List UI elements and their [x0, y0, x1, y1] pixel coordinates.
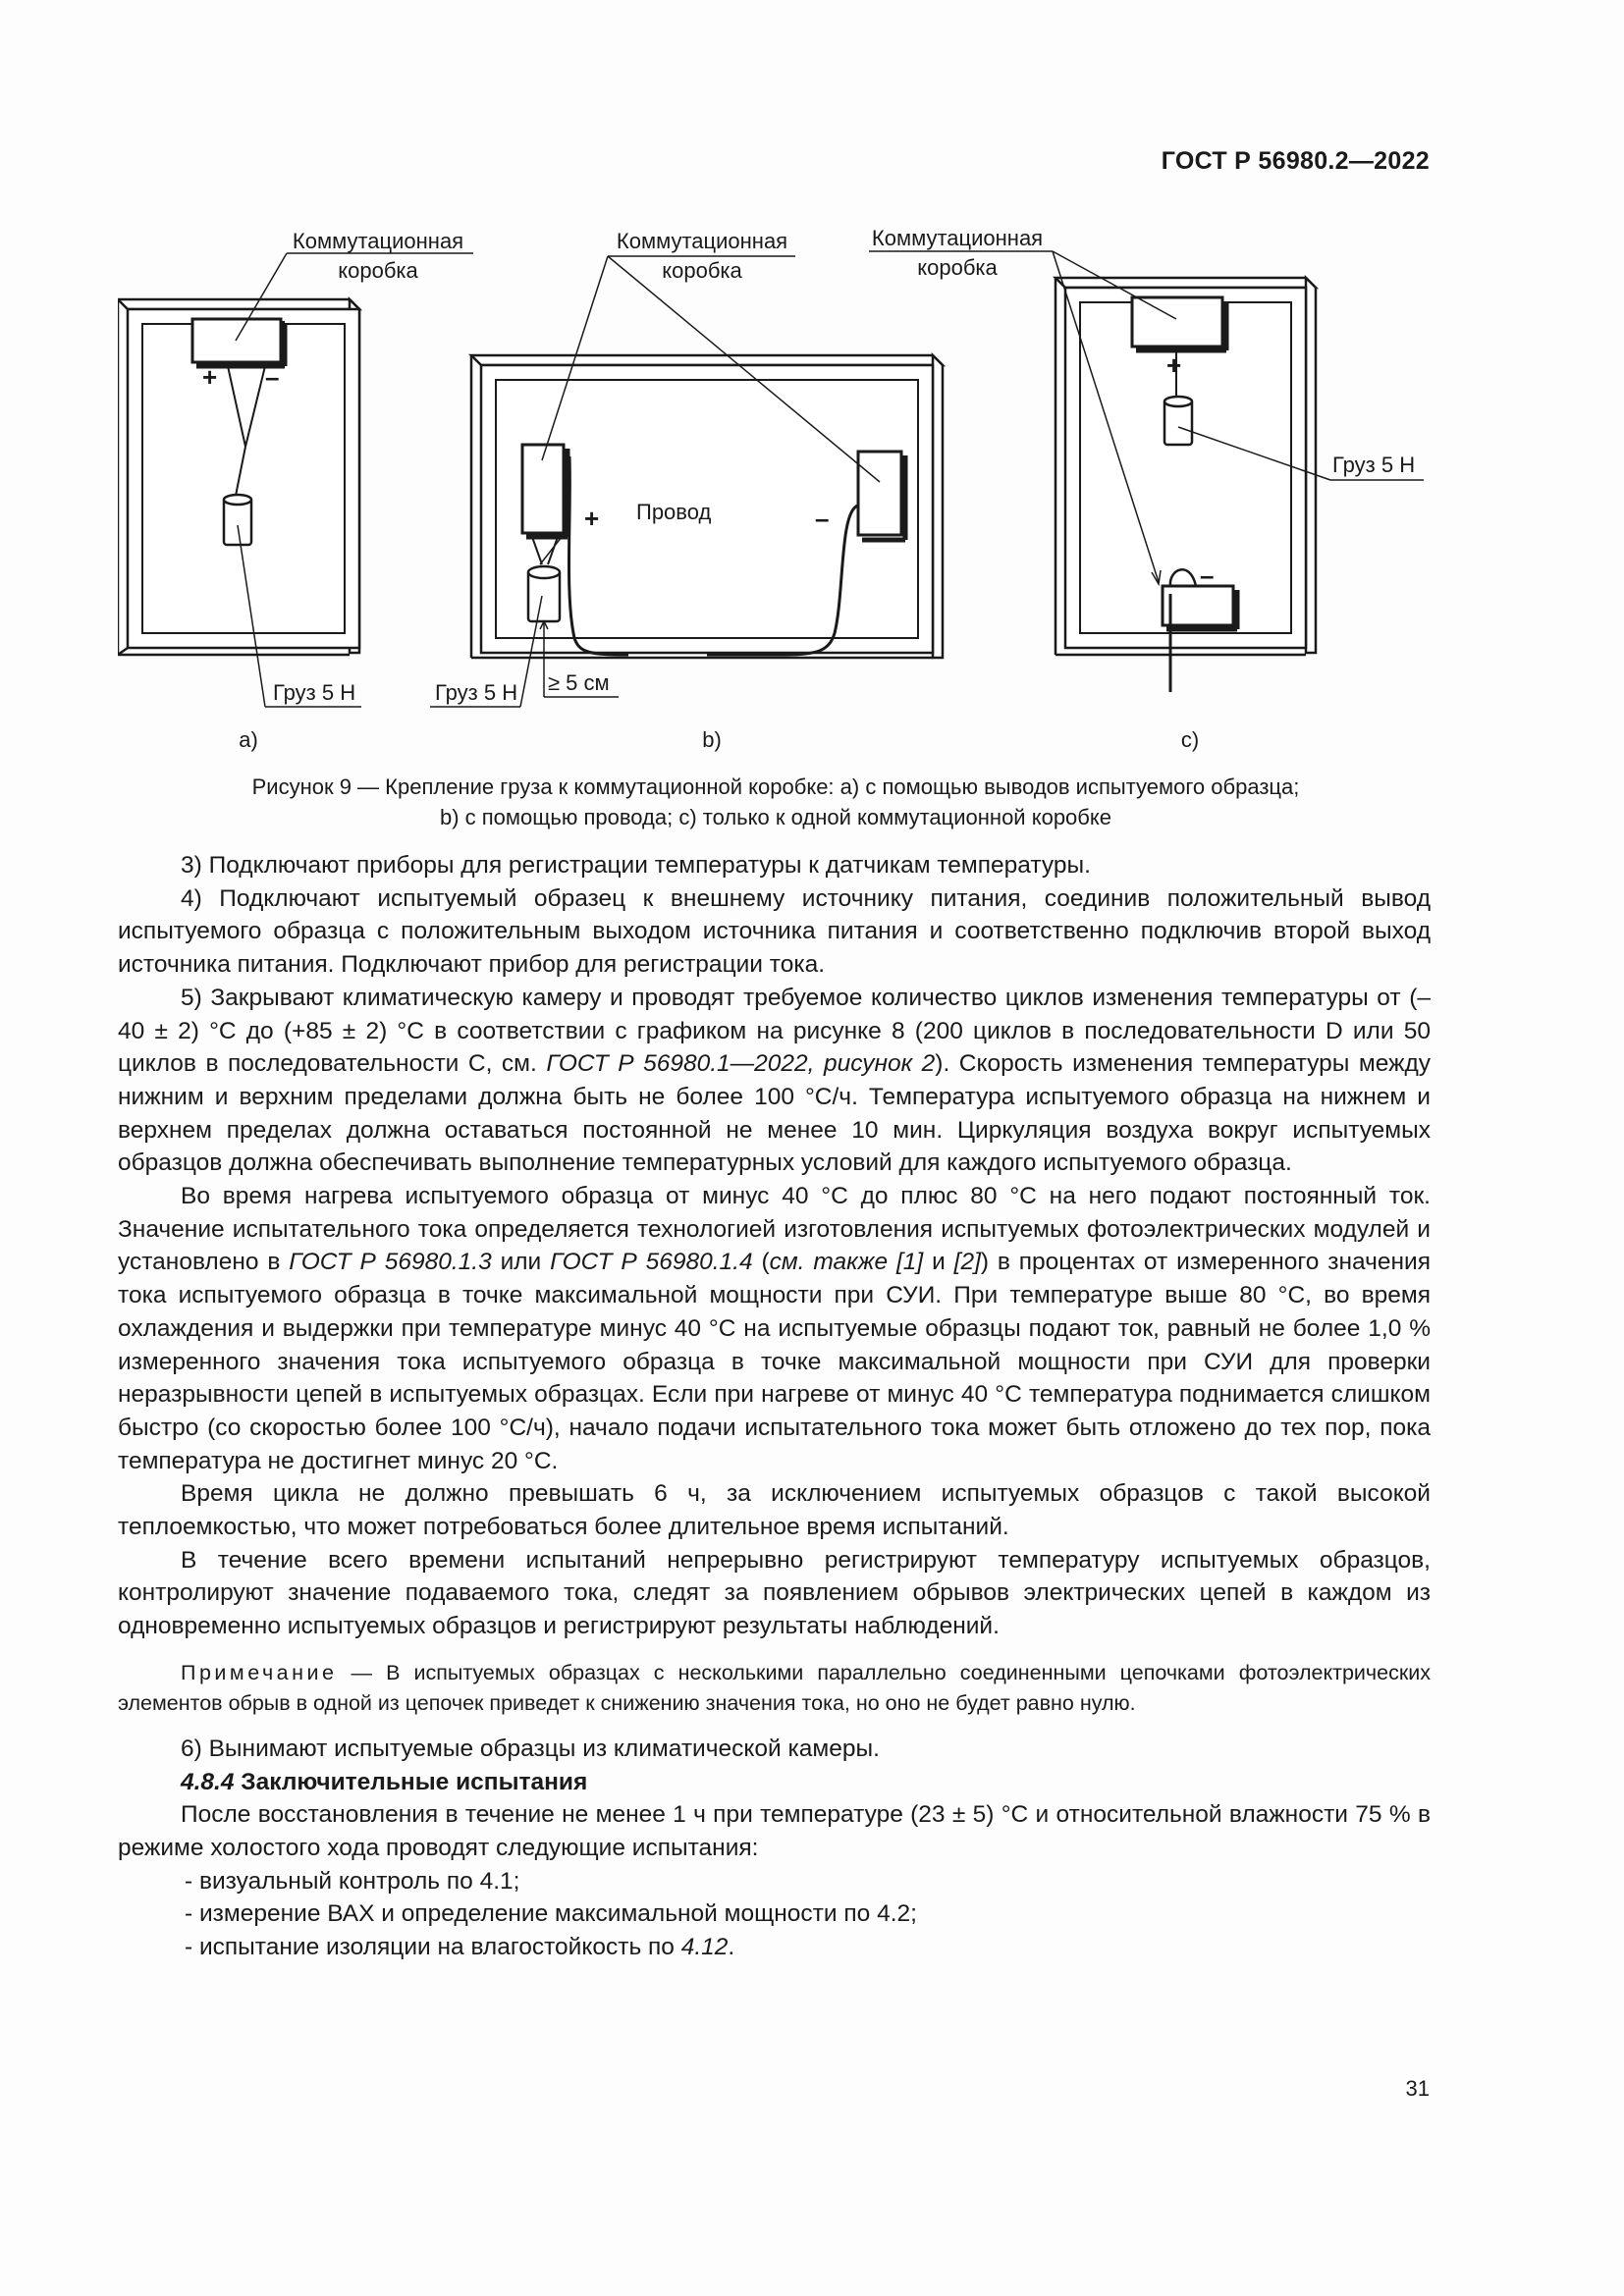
panel-a-minus: –	[265, 362, 280, 392]
heating-text-a: Во время нагрева испытуемого образца от минус 40 °С до плюс 80 °С на него подают постоянный ток. Значение испытательного тока определяется технологией изготовления испытуемых фотоэлектрических модулей и установлено в	[118, 1183, 1431, 1276]
record-paragraph: В течение всего времени испытаний непрерывно регистрируют температуру испытуемых образцов, контролируют значение подаваемого тока, следят за появлением обрывов электрических цепей в каждом из одновременно испытуемых образцов и регистрируют результаты наблюдений.	[118, 1546, 1431, 1640]
panel-c-minus: –	[1200, 561, 1215, 590]
final-list-item-2: - измерение ВАХ и определение максимальной мощности по 4.2;	[185, 1900, 917, 1928]
reference-gost-1-3: ГОСТ Р 56980.1.3	[289, 1249, 492, 1276]
final-list-item-3	[118, 1931, 1431, 1964]
panel-a-weight-label: Груз 5 Н	[273, 680, 356, 705]
panel-c-weight-label: Груз 5 Н	[1332, 453, 1416, 477]
section-number: 4.8.4	[181, 1768, 235, 1795]
list-item-5	[118, 982, 1431, 1180]
panel-c-label-top: Коммутационная	[871, 226, 1044, 250]
heating-and: и	[923, 1249, 954, 1276]
heating-paragraph	[118, 1180, 1431, 1477]
panel-b-plus: +	[584, 504, 600, 533]
final-intro-paragraph: После восстановления в течение не менее 1 ч при температуре (23 ± 5) °С и относительной влажности 75 % в режиме холостого хода проводят следующие испытания:	[118, 1801, 1431, 1861]
panel-a-label-bottom: коробка	[338, 258, 418, 283]
panel-c-caption-letter: c)	[1180, 727, 1200, 752]
final-list-item-1: - визуальный контроль по 4.1;	[185, 1867, 520, 1895]
heating-text-b: ) в процентах от измеренного значения тока испытуемого образца в точке максимальной мощности при СУИ. При температуре выше 80 °С, во время охлаждения и выдержки при температуре минус 40 °С на испытуемые образцы подают ток, равный не более 1,0 % измеренного значения тока испытуемого образца в точке максимальной мощности при СУИ для проверки неразрывности цепей в испытуемых образцах. Если при нагреве от минус 40 °С температура поднимается слишком быстро (со скоростью более 100 °С/ч), начало подачи испытательного тока может быть отложено до тех пор, пока температура не достигнет минус 20 °С.	[118, 1249, 1431, 1474]
panel-a-plus: +	[202, 362, 218, 392]
figure-caption-line-1: Рисунок 9 — Крепление груза к коммутационной коробке: a) с помощью выводов испытуемого образца;	[251, 774, 1300, 799]
item-5-reference: ГОСТ Р 56980.1—2022, рисунок 2	[546, 1050, 936, 1078]
figure-caption	[118, 772, 1434, 832]
body-text	[118, 849, 1431, 1964]
reference-see-also: см. также [1]	[769, 1249, 924, 1276]
figure-caption-line-2: b) с помощью провода; с) только к одной коммутационной коробке	[439, 805, 1111, 829]
panel-b-drawing	[430, 256, 943, 707]
document-header: ГОСТ Р 56980.2—2022	[1161, 147, 1430, 175]
list-item-4: 4) Подключают испытуемый образец к внешнему источнику питания, соединив положительный вывод испытуемого образца с положительным выходом источника питания и соответственно подключив второй выход источника питания. Подключают прибор для регистрации тока.	[118, 884, 1431, 979]
list-3-text-a: - испытание изоляции на влагостойкость по	[185, 1934, 681, 1961]
heating-open-paren: (	[752, 1249, 770, 1276]
panel-a-caption-letter: a)	[239, 727, 258, 752]
panel-a-label-top: Коммутационная	[292, 229, 464, 253]
figure-diagram	[118, 221, 1434, 771]
note-label: Примечание	[181, 1660, 338, 1684]
reference-gost-1-4: ГОСТ Р 56980.1.4	[550, 1249, 753, 1276]
panel-b-caption-letter: b)	[702, 727, 722, 752]
note-paragraph	[118, 1658, 1431, 1719]
panel-b-minus: –	[815, 504, 830, 533]
note-text: — В испытуемых образцах с несколькими параллельно соединенными цепочками фотоэлектрических элементов обрыв в одной из цепочек приведет к снижению значения тока, но оно не будет равно нулю.	[118, 1660, 1431, 1715]
list-3-text-b: .	[728, 1934, 735, 1961]
item-5-text-b: ). Скорость изменения температуры между нижним и верхним пределами должна быть не более 100 °С/ч. Температура испытуемого образца на нижнем и верхнем пределах должна оставаться постоянной не менее 10 мин. Циркуляция воздуха вокруг испытуемых образцов должна обеспечивать выполнение температурных условий для каждого испытуемого образца.	[118, 1050, 1431, 1177]
panel-b-distance-label: ≥ 5 см	[548, 670, 610, 695]
heating-or: или	[491, 1249, 551, 1276]
panel-b-weight-label: Груз 5 Н	[435, 680, 518, 705]
section-heading	[118, 1766, 1431, 1799]
page-number: 31	[1405, 2076, 1430, 2101]
panel-c-label-bottom: коробка	[917, 255, 998, 280]
reference-bib-2: [2]	[953, 1249, 981, 1276]
panel-b-wire-label: Провод	[636, 500, 712, 524]
panel-b-label-top: Коммутационная	[616, 229, 788, 253]
panel-b-label-bottom: коробка	[662, 258, 742, 283]
panel-c-plus: +	[1166, 350, 1182, 380]
list-item-6: 6) Вынимают испытуемые образцы из климатической камеры.	[181, 1735, 880, 1762]
list-3-reference: 4.12	[680, 1934, 729, 1961]
section-title: Заключительные испытания	[234, 1768, 588, 1795]
figure-9	[118, 221, 1434, 771]
item-5-text-a: 5) Закрывают климатическую камеру и проводят требуемое количество циклов изменения температуры от (–40 ± 2) °С до (+85 ± 2) °С в соответствии с графиком на рисунке 8 (200 циклов в последовательности D или 50 циклов в последовательности С, см.	[118, 984, 1431, 1078]
panel-a-drawing	[118, 253, 473, 707]
list-item-3: 3) Подключают приборы для регистрации температуры к датчикам температуры.	[181, 852, 1091, 879]
cycle-paragraph: Время цикла не должно превышать 6 ч, за исключением испытуемых образцов с такой высокой теплоемкостью, что может потребоваться более длительное время испытаний.	[118, 1480, 1431, 1541]
